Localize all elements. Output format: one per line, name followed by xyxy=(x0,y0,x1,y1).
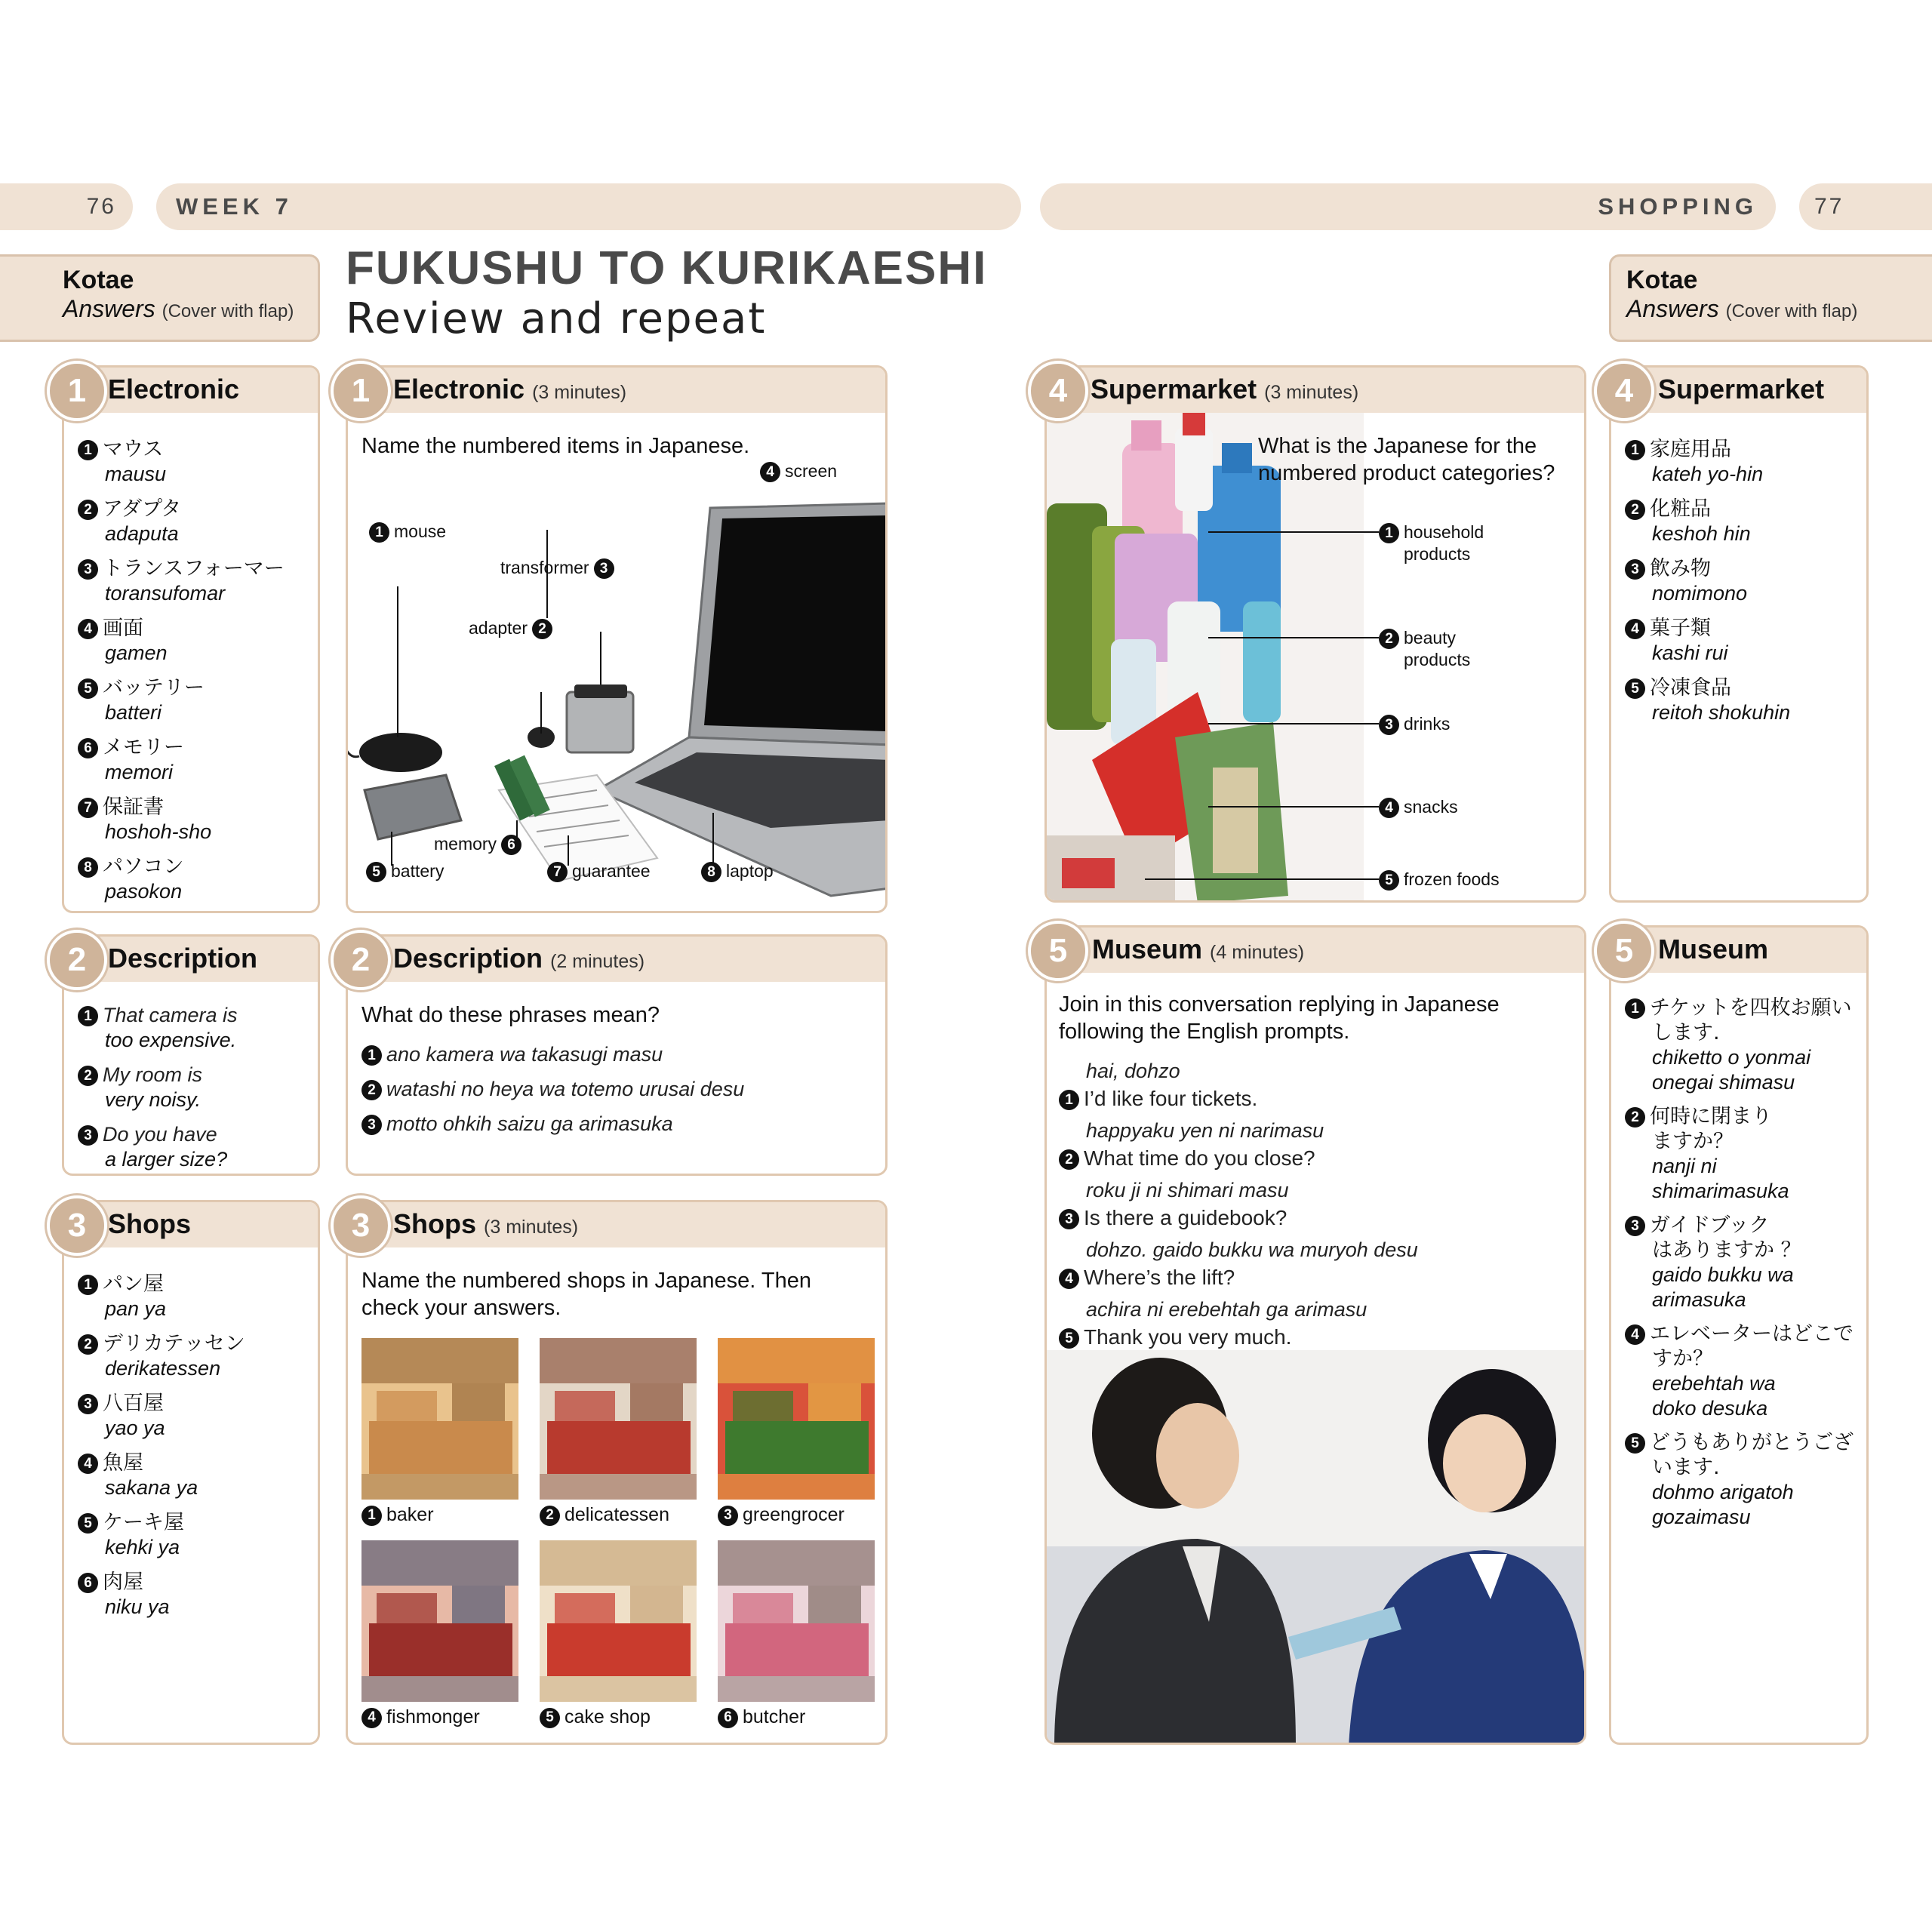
museum-answer-title: Museum xyxy=(1658,934,1769,964)
item-number-badge: 6 xyxy=(718,1708,738,1728)
answer-japanese: デリカテッセン xyxy=(103,1332,245,1355)
dialogue-prompt: achira ni erebehtah ga arimasu xyxy=(1086,1298,1367,1321)
item-number-badge: 2 xyxy=(1625,1107,1645,1128)
answer-romaji-line1: chiketto o yonmai xyxy=(1652,1046,1811,1069)
answer-item xyxy=(1625,995,1852,1095)
label-mouse: 1 mouse xyxy=(369,521,446,543)
item-number-badge: 4 xyxy=(1625,619,1645,639)
right-running-head xyxy=(1040,183,1776,230)
answer-line1: My room is xyxy=(103,1063,203,1086)
answer-romaji: reitoh shokuhin xyxy=(1652,701,1791,724)
shop-photo-name: butcher xyxy=(743,1706,806,1727)
museum-instruction-line1: Join in this conversation replying in Japanese xyxy=(1059,992,1500,1017)
dialogue-reply-text: Is there a guidebook? xyxy=(1084,1206,1287,1229)
item-number-badge: 6 xyxy=(78,1573,98,1593)
answer-romaji: sakana ya xyxy=(105,1476,198,1499)
shops-exercise-number-badge: 3 xyxy=(331,1195,391,1256)
supermarket-answer-number-badge: 4 xyxy=(1594,361,1654,421)
answer-japanese-line2: はありますか ？ xyxy=(1652,1238,1801,1262)
kotae-right-title: Kotae xyxy=(1626,266,1698,294)
description-exercise-title xyxy=(393,943,645,974)
item-number-badge: 5 xyxy=(1059,1328,1079,1349)
product-category-label xyxy=(1379,796,1458,818)
item-number-badge: 3 xyxy=(1625,1216,1645,1236)
shop-photo-label xyxy=(540,1504,669,1526)
supermarket-answer-panel xyxy=(1609,365,1869,903)
supermarket-title-text: Supermarket xyxy=(1091,374,1257,405)
item-number-badge: 1 xyxy=(78,1275,98,1295)
item-number-badge: 4 xyxy=(1379,798,1399,818)
answer-item xyxy=(1625,616,1728,666)
product-category-label xyxy=(1379,521,1484,565)
label-battery: 5 battery xyxy=(366,861,444,882)
answer-item xyxy=(78,1003,238,1053)
dialogue-reply xyxy=(1059,1086,1257,1111)
shop-photo xyxy=(540,1338,697,1500)
answer-japanese-line2: ますか？ xyxy=(1652,1130,1734,1153)
answer-romaji: batteri xyxy=(105,701,162,724)
phrase-item xyxy=(361,1112,673,1137)
item-number-badge: 1 xyxy=(1059,1090,1079,1110)
answer-japanese-line2: すか？ xyxy=(1652,1347,1713,1371)
description-exercise-panel xyxy=(346,934,888,1176)
item-number-badge: 5 xyxy=(540,1708,560,1728)
description-minutes: (2 minutes) xyxy=(550,951,645,972)
supermarket-exercise-title xyxy=(1091,374,1358,405)
item-number-badge: 3 xyxy=(718,1506,738,1526)
answer-romaji: memori xyxy=(105,761,174,783)
shops-answer-number-badge: 3 xyxy=(47,1195,107,1256)
callout-line xyxy=(1208,531,1379,533)
left-running-head xyxy=(156,183,1021,230)
answer-item xyxy=(1625,556,1747,606)
dialogue-reply xyxy=(1059,1205,1287,1230)
museum-minutes: (4 minutes) xyxy=(1210,942,1305,963)
museum-exercise-number-badge: 5 xyxy=(1028,921,1088,981)
item-number-badge: 3 xyxy=(1625,559,1645,580)
answer-romaji: nomimono xyxy=(1652,582,1748,605)
answer-item xyxy=(78,795,211,844)
page-title: FUKUSHU TO KURIKAESHI xyxy=(346,242,988,294)
supermarket-instruction xyxy=(1258,432,1555,487)
answer-japanese: バッテリー xyxy=(103,676,205,700)
museum-instruction xyxy=(1059,991,1500,1045)
museum-exercise-panel xyxy=(1044,925,1586,1745)
answer-romaji: yao ya xyxy=(105,1417,165,1439)
shop-photo-label xyxy=(361,1706,480,1728)
answer-japanese: 菓子類 xyxy=(1650,617,1711,640)
product-category-line1: frozen foods xyxy=(1404,869,1500,889)
dialogue-reply-text: Where’s the lift? xyxy=(1084,1266,1235,1289)
answer-item xyxy=(1625,1430,1854,1530)
shops-instruction xyxy=(361,1267,811,1321)
electronic-answer-number-badge: 1 xyxy=(47,361,107,421)
shops-instruction-line2: check your answers. xyxy=(361,1296,561,1320)
item-number-badge: 1 xyxy=(361,1045,382,1066)
item-number-badge: 7 xyxy=(78,798,98,818)
answer-item xyxy=(78,854,183,904)
product-category-line2: products xyxy=(1404,544,1471,565)
label-laptop: 8 laptop xyxy=(701,861,774,882)
answer-line2: very noisy. xyxy=(105,1088,202,1111)
answer-japanese: 冷凍食品 xyxy=(1650,676,1731,700)
answer-item xyxy=(78,1570,170,1620)
answer-japanese: 肉屋 xyxy=(103,1571,143,1594)
answer-item xyxy=(78,1331,245,1381)
shops-minutes: (3 minutes) xyxy=(484,1217,579,1238)
item-number-badge: 2 xyxy=(1379,629,1399,649)
museum-ticket-desk-photo xyxy=(1047,1350,1586,1745)
electronic-exercise-number-badge: 1 xyxy=(331,361,391,421)
answer-romaji-line1: erebehtah wa xyxy=(1652,1372,1776,1395)
dialogue-reply xyxy=(1059,1146,1315,1171)
item-number-badge: 5 xyxy=(78,678,98,699)
item-number-badge: 4 xyxy=(361,1708,382,1728)
phrase-item xyxy=(361,1042,663,1067)
shops-answer-panel xyxy=(62,1200,320,1745)
description-instruction: What do these phrases mean? xyxy=(361,1003,660,1027)
kotae-left-title: Kotae xyxy=(63,266,134,294)
description-answer-title: Description xyxy=(108,943,258,974)
electronic-minutes: (3 minutes) xyxy=(532,382,627,403)
kotae-right-box xyxy=(1609,254,1932,342)
item-number-badge: 3 xyxy=(361,1115,382,1135)
item-number-badge: 5 xyxy=(78,1513,98,1534)
answer-item xyxy=(1625,675,1790,725)
answer-japanese: トランスフォーマー xyxy=(103,557,285,580)
callout-line xyxy=(1208,806,1379,808)
museum-answer-panel xyxy=(1609,925,1869,1745)
answer-japanese: アダプタ xyxy=(103,497,182,521)
answer-japanese: 保証書 xyxy=(103,795,164,819)
kotae-right-note: (Cover with flap) xyxy=(1725,301,1858,321)
description-answer-number-badge: 2 xyxy=(47,930,107,990)
shop-photo-name: delicatessen xyxy=(565,1504,669,1525)
label-screen: 4 screen xyxy=(760,461,837,482)
answer-item xyxy=(1625,1321,1854,1421)
left-page-number: 76 xyxy=(86,194,116,219)
electronic-title-text: Electronic xyxy=(393,374,525,405)
shop-photo xyxy=(540,1540,697,1702)
answer-romaji-line1: nanji ni xyxy=(1652,1155,1717,1177)
answer-romaji: derikatessen xyxy=(105,1357,221,1380)
dialogue-reply-text: I’d like four tickets. xyxy=(1084,1087,1258,1110)
dialogue-reply-text: Thank you very much. xyxy=(1084,1325,1292,1349)
shop-photo-name: cake shop xyxy=(565,1706,651,1727)
answer-japanese-line1: 何時に閉まり xyxy=(1650,1105,1772,1128)
week-label: WEEK 7 xyxy=(176,193,293,220)
item-number-badge: 2 xyxy=(78,1334,98,1355)
answer-japanese-line1: どうもありがとうござ xyxy=(1650,1431,1854,1454)
answer-item xyxy=(78,735,184,785)
shop-photo xyxy=(718,1540,875,1702)
dialogue-reply-text: What time do you close? xyxy=(1084,1146,1315,1170)
answer-romaji-line2: doko desuka xyxy=(1652,1397,1768,1420)
shop-photo-name: baker xyxy=(386,1504,434,1525)
answer-line1: Do you have xyxy=(103,1123,217,1146)
electronic-answer-title: Electronic xyxy=(108,374,240,405)
answer-japanese: 八百屋 xyxy=(103,1392,164,1415)
electronic-answer-panel xyxy=(62,365,320,913)
item-number-badge: 1 xyxy=(1379,523,1399,543)
kotae-left-note: (Cover with flap) xyxy=(162,301,294,321)
item-number-badge: 2 xyxy=(540,1506,560,1526)
answer-item xyxy=(1625,1213,1801,1312)
product-category-line1: beauty xyxy=(1404,628,1457,648)
answer-romaji-line2: shimarimasuka xyxy=(1652,1180,1789,1202)
answer-line2: a larger size? xyxy=(105,1148,228,1171)
right-page-number-tab xyxy=(1799,183,1932,230)
dialogue-prompt: happyaku yen ni narimasu xyxy=(1086,1119,1324,1142)
answer-romaji: kateh yo-hin xyxy=(1652,463,1764,485)
answer-item xyxy=(78,1122,227,1172)
answer-romaji-line2: gozaimasu xyxy=(1652,1506,1751,1528)
item-number-badge: 6 xyxy=(78,738,98,758)
museum-answer-number-badge: 5 xyxy=(1594,921,1654,981)
answer-romaji: kehki ya xyxy=(105,1536,180,1558)
answer-romaji: kashi rui xyxy=(1652,641,1728,664)
shop-photo xyxy=(361,1338,518,1500)
description-exercise-number-badge: 2 xyxy=(331,930,391,990)
answer-romaji: toransufomar xyxy=(105,582,226,605)
item-number-badge: 8 xyxy=(78,857,98,878)
shops-exercise-panel xyxy=(346,1200,888,1745)
answer-item xyxy=(1625,437,1763,487)
answer-line2: too expensive. xyxy=(105,1029,237,1051)
item-number-badge: 1 xyxy=(78,440,98,460)
phrase-item xyxy=(361,1077,744,1102)
answer-japanese: メモリー xyxy=(103,736,184,759)
answer-japanese-line1: エレベーターはどこで xyxy=(1650,1322,1854,1346)
dialogue-prompt: dohzo. gaido bukku wa muryoh desu xyxy=(1086,1238,1418,1261)
item-number-badge: 3 xyxy=(1059,1209,1079,1229)
shop-photo-label xyxy=(540,1706,651,1728)
callout-line xyxy=(1208,723,1379,724)
shops-instruction-line1: Name the numbered shops in Japanese. Then xyxy=(361,1269,811,1293)
answer-romaji: pan ya xyxy=(105,1297,167,1320)
item-number-badge: 1 xyxy=(361,1506,382,1526)
shops-title-text: Shops xyxy=(393,1208,477,1239)
shop-photo-name: fishmonger xyxy=(386,1706,480,1727)
answer-japanese-line2: います. xyxy=(1652,1456,1720,1479)
item-number-badge: 3 xyxy=(78,559,98,580)
item-number-badge: 3 xyxy=(1379,715,1399,735)
electronic-exercise-panel xyxy=(346,365,888,913)
answer-japanese: マウス xyxy=(103,438,164,461)
shop-photo xyxy=(361,1540,518,1702)
answer-romaji: gamen xyxy=(105,641,168,664)
supermarket-exercise-number-badge: 4 xyxy=(1028,361,1088,421)
label-transformer: transformer 3 xyxy=(500,558,619,579)
dialogue-prompt: roku ji ni shimari masu xyxy=(1086,1179,1289,1201)
item-number-badge: 5 xyxy=(1625,678,1645,699)
answer-romaji-line1: gaido bukku wa xyxy=(1652,1263,1794,1286)
callout-line xyxy=(1145,878,1379,880)
answer-line1: That camera is xyxy=(103,1004,238,1026)
item-number-badge: 4 xyxy=(78,1454,98,1474)
kotae-left-answers: Answers xyxy=(63,295,155,322)
right-page-number: 77 xyxy=(1814,194,1844,219)
answer-item xyxy=(78,1272,166,1321)
answer-japanese-line1: チケットを四枚お願い xyxy=(1650,996,1852,1020)
phrase-text: motto ohkih saizu ga arimasuka xyxy=(386,1112,673,1135)
answer-item xyxy=(78,497,181,546)
dialogue-reply xyxy=(1059,1265,1235,1290)
item-number-badge: 2 xyxy=(1625,500,1645,520)
item-number-badge: 2 xyxy=(78,500,98,520)
item-number-badge: 4 xyxy=(1059,1269,1079,1289)
phrase-text: watashi no heya wa totemo urusai desu xyxy=(386,1078,745,1100)
product-category-line1: snacks xyxy=(1404,797,1458,817)
answer-romaji: mausu xyxy=(105,463,167,485)
museum-instruction-line2: following the English prompts. xyxy=(1059,1020,1350,1044)
dialogue-prompt: hai, dohzo xyxy=(1086,1060,1180,1082)
product-category-label xyxy=(1379,627,1470,671)
description-title-text: Description xyxy=(393,943,543,974)
item-number-badge: 3 xyxy=(78,1125,98,1146)
item-number-badge: 1 xyxy=(78,1006,98,1026)
answer-romaji: niku ya xyxy=(105,1595,170,1618)
item-number-badge: 2 xyxy=(78,1066,98,1086)
item-number-badge: 4 xyxy=(78,619,98,639)
shop-photo-label xyxy=(718,1504,844,1526)
item-number-badge: 5 xyxy=(1625,1433,1645,1454)
answer-romaji: hoshoh-sho xyxy=(105,820,212,843)
item-number-badge: 2 xyxy=(361,1080,382,1100)
supermarket-instruction-line1: What is the Japanese for the xyxy=(1258,434,1537,458)
item-number-badge: 1 xyxy=(1625,440,1645,460)
answer-japanese: 化粧品 xyxy=(1650,497,1711,521)
museum-exercise-title xyxy=(1092,934,1304,965)
answer-japanese: 家庭用品 xyxy=(1650,438,1731,461)
product-category-label xyxy=(1379,713,1450,735)
answer-japanese: ケーキ屋 xyxy=(103,1511,184,1534)
callout-line xyxy=(1208,637,1379,638)
shops-answer-title: Shops xyxy=(108,1208,192,1239)
supermarket-instruction-line2: numbered product categories? xyxy=(1258,461,1555,485)
answer-item xyxy=(78,437,166,487)
answer-item xyxy=(1625,497,1751,546)
product-category-label xyxy=(1379,869,1500,891)
answer-item xyxy=(78,1451,198,1500)
phrase-text: ano kamera wa takasugi masu xyxy=(386,1043,663,1066)
answer-japanese-line2: します. xyxy=(1652,1021,1720,1044)
page-subtitle: Review and repeat xyxy=(346,294,767,343)
answer-item xyxy=(78,1510,184,1560)
supermarket-minutes: (3 minutes) xyxy=(1264,382,1359,403)
shop-photo-label xyxy=(718,1706,805,1728)
answer-item xyxy=(78,675,205,725)
answer-item xyxy=(78,616,168,666)
answer-japanese: 画面 xyxy=(103,617,143,640)
shop-photo-label xyxy=(361,1504,434,1526)
answer-romaji: keshoh hin xyxy=(1652,522,1751,545)
answer-item xyxy=(1625,1104,1789,1204)
answer-item xyxy=(78,1063,202,1112)
answer-japanese: 飲み物 xyxy=(1650,557,1711,580)
kotae-left-box xyxy=(0,254,320,342)
answer-item xyxy=(78,556,285,606)
supermarket-exercise-panel xyxy=(1044,365,1586,903)
product-category-line1: household xyxy=(1404,522,1484,542)
item-number-badge: 5 xyxy=(1379,870,1399,891)
item-number-badge: 1 xyxy=(1625,998,1645,1019)
section-label: SHOPPING xyxy=(1598,193,1758,220)
answer-romaji-line2: onegai shimasu xyxy=(1652,1071,1795,1094)
item-number-badge: 4 xyxy=(1625,1324,1645,1345)
answer-japanese: パソコン xyxy=(103,855,184,878)
item-number-badge: 2 xyxy=(1059,1149,1079,1170)
label-adapter: adapter 2 xyxy=(469,618,557,639)
answer-japanese: 魚屋 xyxy=(103,1451,143,1475)
answer-romaji: pasokon xyxy=(105,880,183,903)
dialogue-reply xyxy=(1059,1324,1291,1349)
shop-photo-name: greengrocer xyxy=(743,1504,844,1525)
answer-item xyxy=(78,1391,165,1441)
shop-photo xyxy=(718,1338,875,1500)
shops-exercise-title xyxy=(393,1208,578,1240)
product-category-line2: products xyxy=(1404,650,1471,670)
left-page-number-tab xyxy=(0,183,133,230)
laptop-illustration xyxy=(348,368,888,913)
item-number-badge: 3 xyxy=(78,1394,98,1414)
product-category-line1: drinks xyxy=(1404,714,1451,734)
label-guarantee: 7 guarantee xyxy=(547,861,651,882)
museum-title-text: Museum xyxy=(1092,934,1203,964)
answer-romaji: adaputa xyxy=(105,522,179,545)
electronic-instruction: Name the numbered items in Japanese. xyxy=(361,434,750,458)
answer-japanese: パン屋 xyxy=(103,1272,164,1296)
answer-romaji-line2: arimasuka xyxy=(1652,1288,1746,1311)
supermarket-answer-title: Supermarket xyxy=(1658,374,1825,405)
label-memory: memory 6 xyxy=(434,834,526,855)
answer-romaji-line1: dohmo arigatoh xyxy=(1652,1481,1794,1503)
kotae-right-answers: Answers xyxy=(1626,295,1719,322)
answer-japanese-line1: ガイドブック xyxy=(1650,1214,1770,1237)
